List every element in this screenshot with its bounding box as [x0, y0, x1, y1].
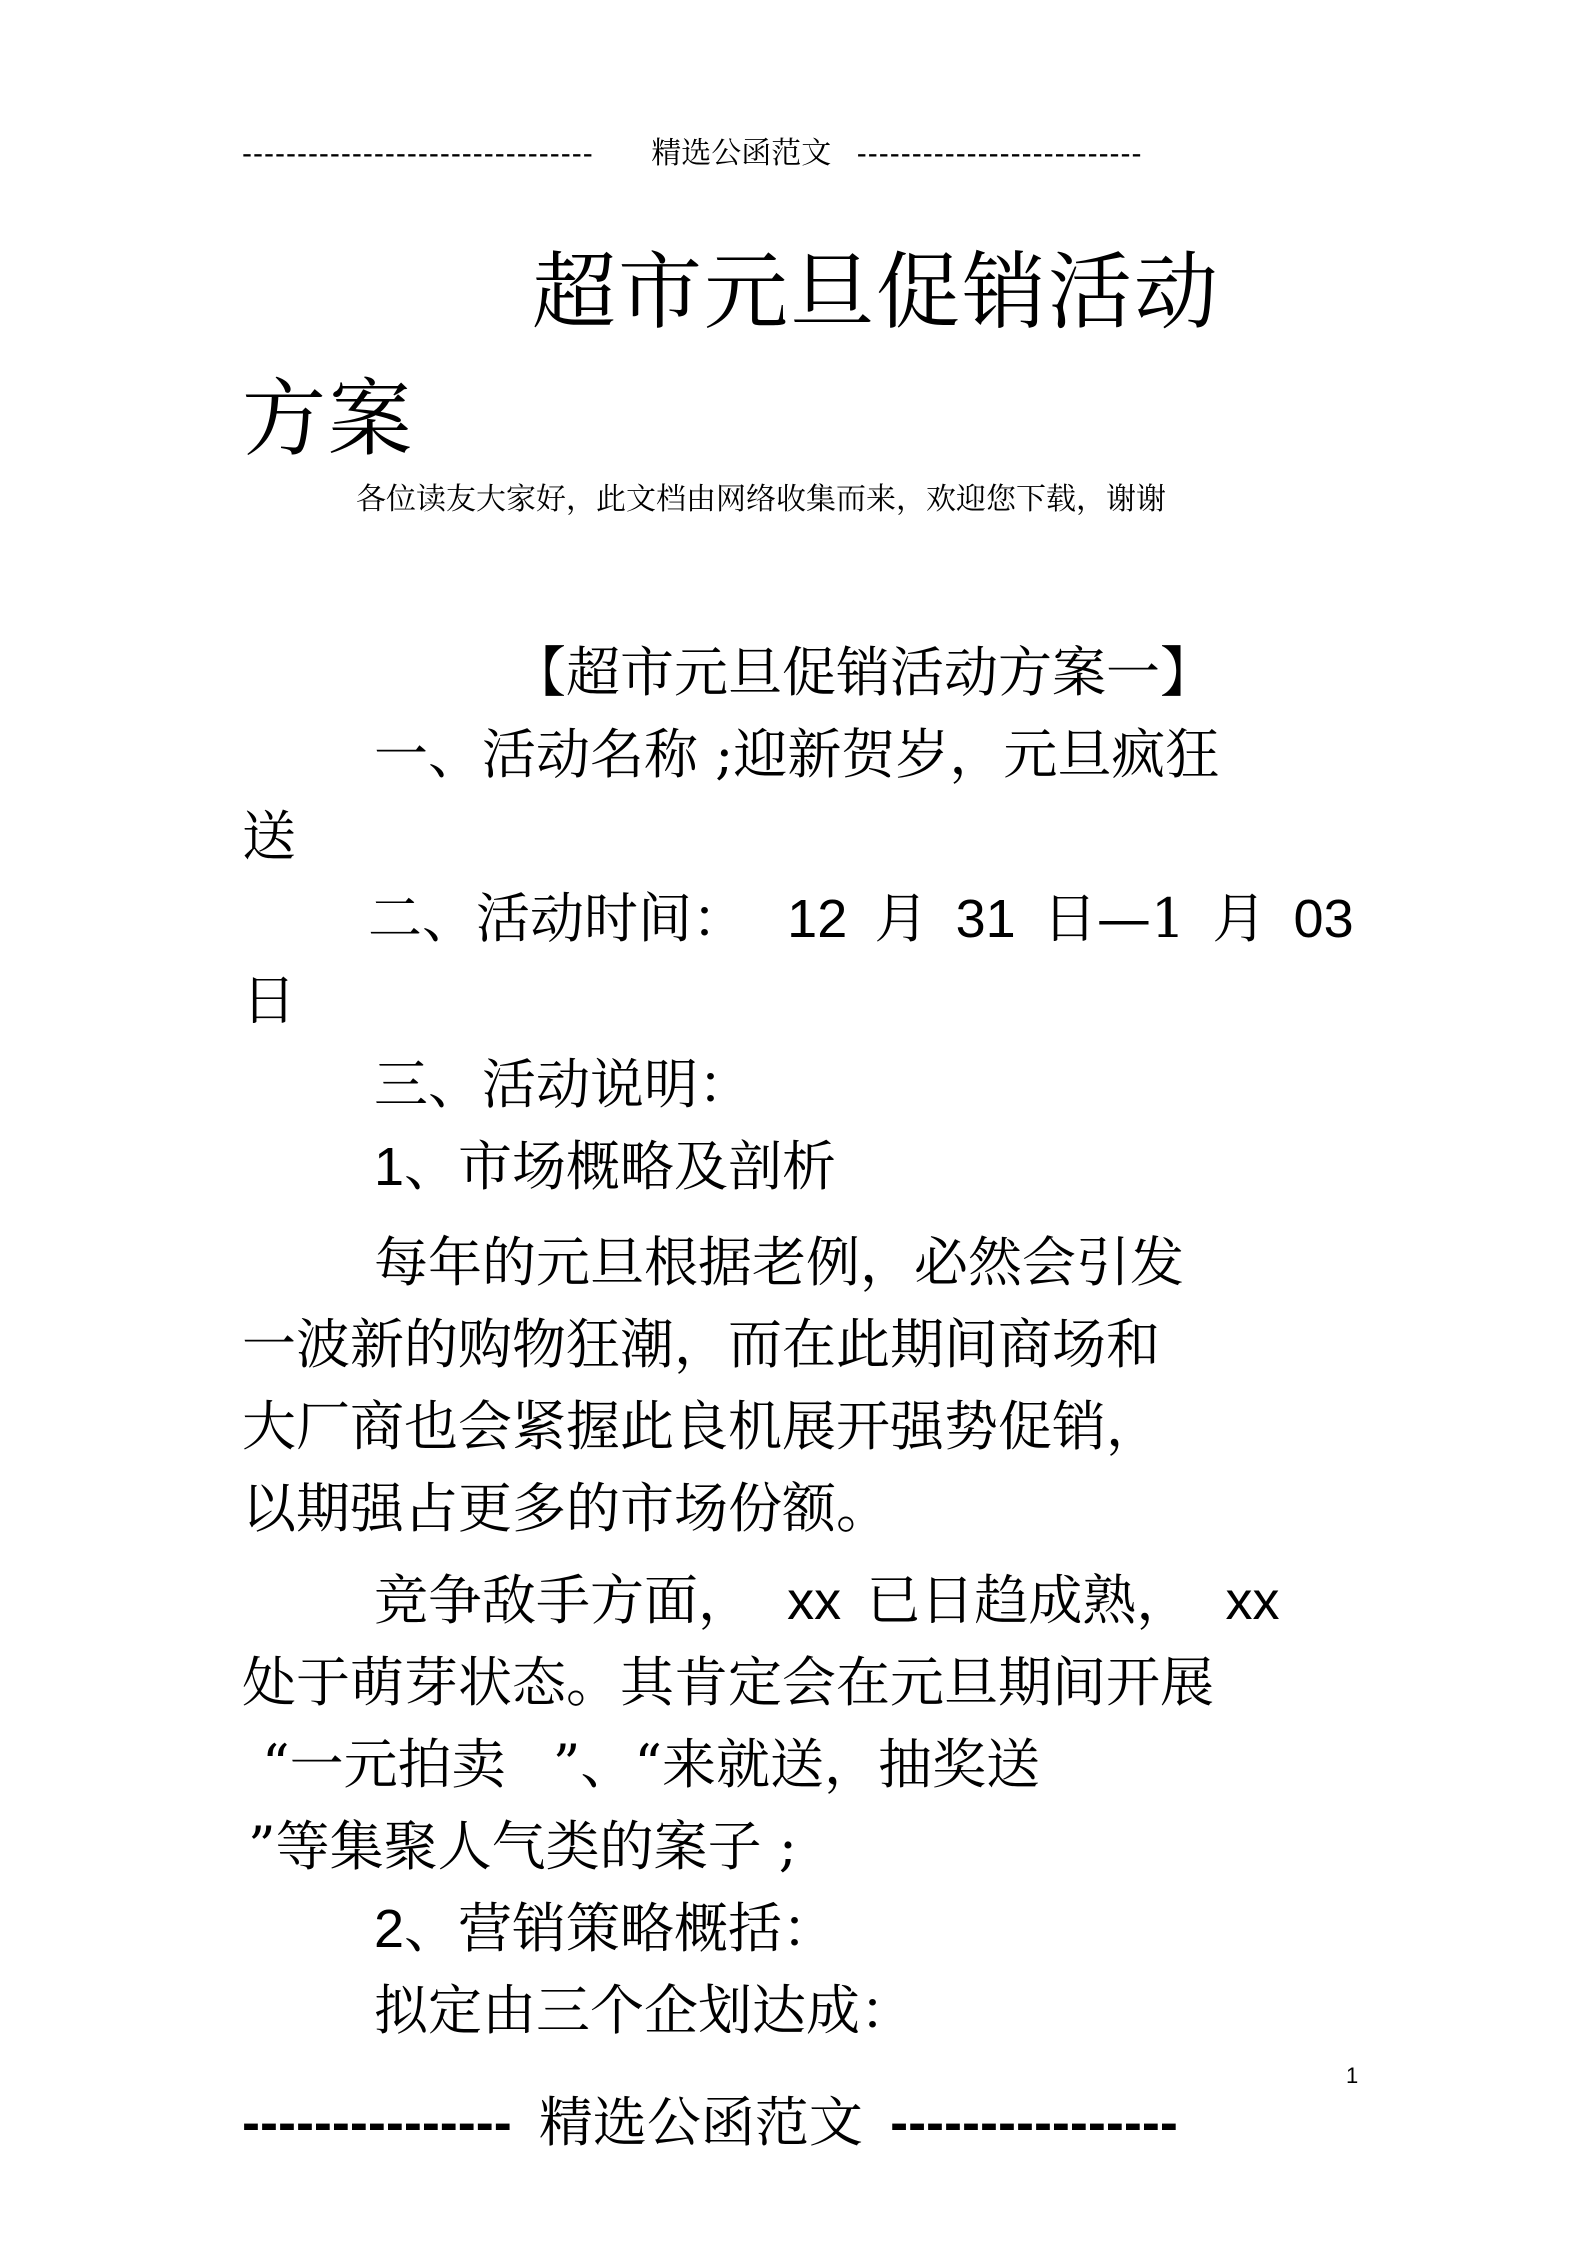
paragraph-1-line-1: 每年的元旦根据老例，必然会引发 [374, 1231, 1184, 1294]
paragraph-2-line-1 [374, 1569, 1280, 1632]
body-line-activity-time [368, 887, 1354, 950]
competitor-a: xx [787, 1571, 842, 1631]
document-title-line2: 方案 [242, 370, 415, 468]
time-day-end: 03 [1293, 889, 1354, 949]
document-title-line1: 超市元旦促销活动 [532, 243, 1221, 341]
time-month-char-2: 月 [1212, 887, 1267, 950]
item-number-1: 1 [374, 1137, 405, 1197]
page-header [242, 128, 1143, 172]
header-text: 精选公函范文 [651, 136, 832, 171]
header-left-rule: -------------------------------- [242, 137, 594, 170]
body-line-market-analysis [374, 1135, 837, 1198]
page-footer [242, 2080, 1178, 2157]
body-line-activity-time-cont: 日 [242, 969, 296, 1032]
competitor-b: xx [1225, 1571, 1280, 1631]
competitor-a-status: 已日趋成熟， [866, 1569, 1191, 1632]
header-right-rule: -------------------------- [856, 137, 1143, 170]
body-line-activity-name-cont: 送 [242, 805, 296, 868]
time-month-char: 月 [874, 887, 929, 950]
competitor-label: 竞争敌手方面， [374, 1569, 752, 1632]
paragraph-1-line-4: 以期强占更多的市场份额。 [242, 1477, 890, 1540]
quote-come-and-get: ”、“来就送，抽奖送 [552, 1733, 1040, 1796]
paragraph-1-line-2: 一波新的购物狂潮，而在此期间商场和 [242, 1313, 1160, 1376]
quote-one-yuan-auction: “一元拍卖 [262, 1733, 506, 1796]
time-label: 二、活动时间： [368, 887, 746, 950]
body-line-activity-desc: 三、活动说明： [374, 1053, 752, 1116]
time-range: 日—1 [1042, 887, 1186, 950]
time-day-start: 31 [955, 889, 1016, 949]
footer-text: 精选公函范文 [538, 2091, 863, 2154]
item-title-2: 、营销策略概括： [404, 1897, 837, 1960]
document-subtitle: 各位读友大家好，此文档由网络收集而来，欢迎您下载，谢谢 [356, 482, 1166, 517]
body-line-plan: 拟定由三个企划达成： [374, 1979, 914, 2042]
paragraph-2-line-4: ”等集聚人气类的案子 ; [248, 1815, 797, 1878]
footer-left-rule: --------------- [242, 2093, 512, 2153]
page-number: 1 [1346, 2063, 1359, 2088]
paragraph-2-line-2: 处于萌芽状态。其肯定会在元旦期间开展 [242, 1651, 1214, 1714]
time-month-start: 12 [787, 889, 848, 949]
footer-right-rule: ---------------- [890, 2093, 1178, 2153]
item-title-1: 、市场概略及剖析 [404, 1135, 837, 1198]
body-line-activity-name: 一、活动名称 ;迎新贺岁，元旦疯狂 [374, 723, 1220, 786]
section-heading: 【超市元旦促销活动方案一】 [512, 641, 1214, 704]
paragraph-2-line-3 [262, 1733, 1040, 1796]
body-line-strategy [374, 1897, 837, 1960]
item-number-2: 2 [374, 1899, 405, 1959]
paragraph-1-line-3: 大厂商也会紧握此良机展开强势促销， [242, 1395, 1160, 1458]
